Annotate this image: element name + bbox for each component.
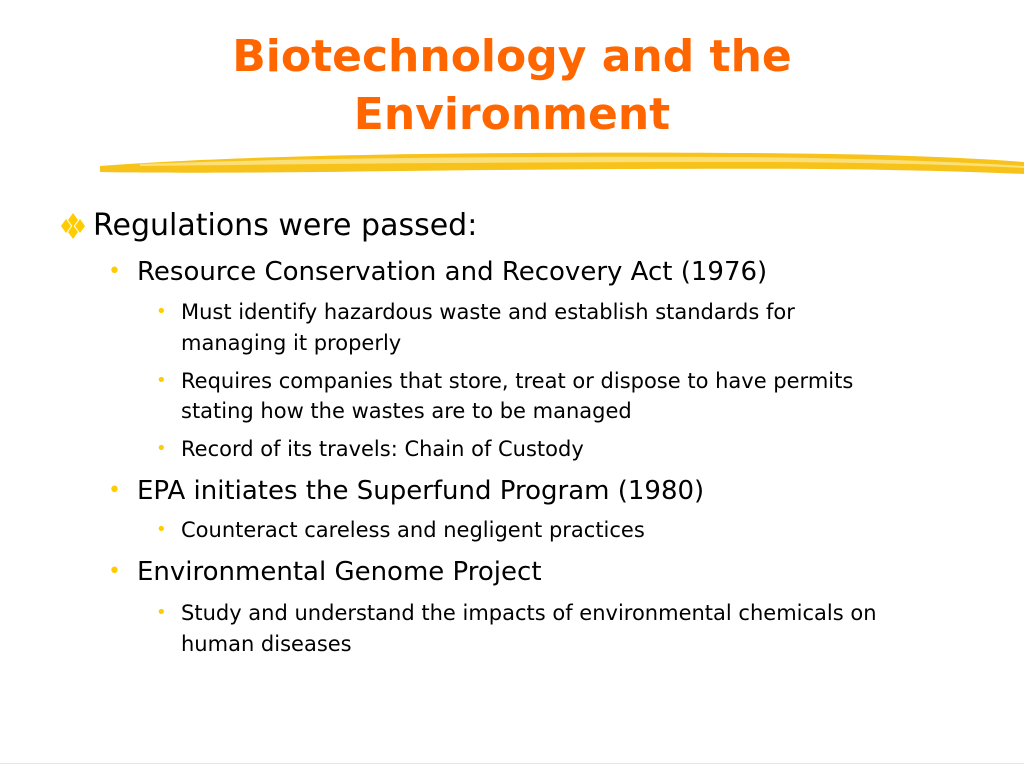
sublist-item-line: Requires companies that store, treat or dispose to have permits [181,369,854,393]
bullet-dot-icon: • [108,478,121,503]
sublist-item-line: Record of its travels: Chain of Custody [181,437,584,461]
sublist-item-line: Must identify hazardous waste and establish standards for [181,300,795,324]
title-line-2: Environment [353,89,671,140]
sublist-item-line: Counteract careless and negligent practices [181,518,645,542]
bullet-dot-icon: • [108,259,121,284]
list-item-rcra: Resource Conservation and Recovery Act (1976) [137,257,768,287]
bullet-dot-icon: • [156,301,167,322]
slide-bottom-divider [0,763,1024,764]
bullet-dot-icon: • [156,519,167,540]
sublist-item-line: Study and understand the impacts of environmental chemicals on [181,601,877,625]
sublist-item-line: managing it properly [181,331,402,355]
four-diamond-bullet-icon [58,211,88,241]
list-item-superfund: EPA initiates the Superfund Program (1980) [137,476,705,506]
sublist-item-line: human diseases [181,632,352,656]
bullet-dot-icon: • [156,602,167,623]
title-line-1: Biotechnology and the [232,31,792,82]
bullet-dot-icon: • [108,559,121,584]
bullet-dot-icon: • [156,370,167,391]
bullet-dot-icon: • [156,438,167,459]
sublist-item-line: stating how the wastes are to be managed [181,399,632,423]
list-item-genome-project: Environmental Genome Project [137,557,542,587]
heading-regulations: Regulations were passed: [93,208,478,243]
